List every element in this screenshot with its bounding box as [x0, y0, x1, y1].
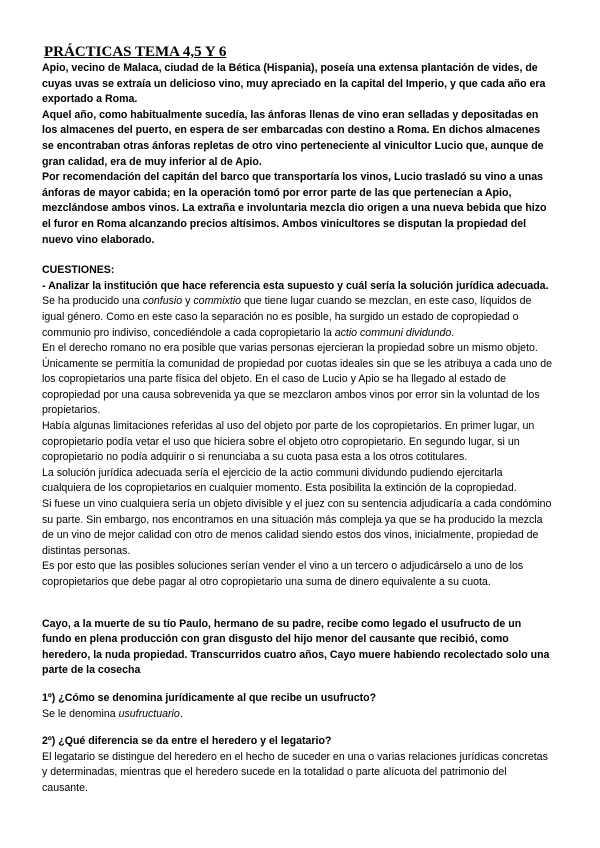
answer-text: Se le denomina — [42, 707, 119, 720]
answer-text: Se ha producido una — [42, 295, 143, 308]
case1-answer-intro — [42, 294, 552, 341]
term-usufructuario: usufructuario — [118, 707, 180, 720]
case1-paragraph-1: Apio, vecino de Malaca, ciudad de la Bética (Hispania), poseía una extensa plantación de vides, de cuyas uvas se extraía un delicioso vino, muy apreciado en la capital del Imperio, y que cada año era exportado a Roma. — [42, 62, 546, 106]
page-title: PRÁCTICAS TEMA 4,5 Y 6 — [44, 44, 227, 60]
case2-question-2: 2º) ¿Qué diferencia se da entre el heredero y el legatario? — [42, 735, 332, 748]
spacer — [42, 722, 552, 734]
answer-text: que tiene lugar cuando se mezclan, en este caso, líquidos de igual género. Como en este caso la separación no es posible, ha surgido un estado de copropiedad o communio pro indiviso, concediéndole a cada copropietario la — [42, 295, 532, 339]
answer-text: y — [182, 295, 194, 308]
case2-question-1: 1º) ¿Cómo se denomina jurídicamente al que recibe un usufructo? — [42, 691, 377, 704]
cuestiones-heading: CUESTIONES: — [42, 264, 115, 277]
case1-answer-paragraph: La solución jurídica adecuada sería el ejercicio de la actio communi dividundo pudiendo ejercitarla cualquiera de los copropietarios en cualquier momento. Esta posibilita la extinción de la copropiedad. — [42, 466, 517, 495]
case1-answer-paragraph: En el derecho romano no era posible que varias personas ejercieran la propiedad sobre un mismo objeto. Únicamente se permitía la comunidad de propiedad por cuotas ideales sin que se les atribuya a cada uno de los copropietarios una parte física del objeto. En el caso de Lucio y Apio se ha llegado al estado de copropiedad por una causa sobrevenida ya que se mezclaron ambos vinos por error sin la voluntad de los propietarios. — [42, 342, 552, 417]
term-actio-communi-dividundo: actio communi dividundo — [334, 326, 452, 339]
term-commixtio: commixtio — [193, 295, 242, 308]
answer-text: . — [179, 707, 183, 720]
case1-paragraph-2: Aquel año, como habitualmente sucedía, las ánforas llenas de vino eran selladas y depositadas en los almacenes del puerto, en espera de ser embarcadas con destino a Roma. En dichos almacenes se encontraban otras ánforas repletas de otro vino perteneciente al vinicultor Lucio que, aunque de gran calidad, era de muy inferior al de Apio. — [42, 108, 544, 168]
spacer — [42, 679, 552, 691]
case1-question: - Analizar la institución que hace referencia esta supuesto y cuál sería la solución jurídica adecuada. — [42, 279, 549, 292]
case1-answer-paragraph: Había algunas limitaciones referidas al uso del objeto por parte de los copropietarios. En primer lugar, un copropietario podía vetar el uso que hiciera sobre el objeto otro copropietario. En segundo lugar, si un copropietario no podía adquirir o si renunciaba a su cuota pasa esta a los otros cotitulares. — [42, 420, 535, 464]
case2-answer-1 — [42, 707, 552, 723]
answer-text: . — [451, 326, 455, 339]
case2-statement: Cayo, a la muerte de su tío Paulo, hermano de su padre, recibe como legado el usufructo de un fundo en plena producción con gran disgusto del hijo menor del causante que recibió, como heredero, la nuda propiedad. Transcurridos cuatro años, Cayo muere habiendo recolectado solo una parte de la cosecha — [42, 617, 550, 677]
case1-answer-paragraph: Si fuese un vino cualquiera sería un objeto divisible y el juez con su sentencia adjudicaría a cada condómino su parte. Sin embargo, nos encontramos en una situación más compleja ya que se ha producido la mezcla de un vino de mejor calidad con otro de menos calidad siendo estos dos vinos, inicialmente, propiedad de distintas personas. — [42, 498, 552, 557]
term-confusio: confusio — [142, 295, 183, 308]
spacer — [42, 248, 552, 263]
case1-answer-paragraph: Es por esto que las posibles soluciones serían vender el vino a un tercero o adjudicárselo a uno de los copropietarios que debe pagar al otro copropietario una suma de dinero equivalente a su cuota. — [42, 560, 524, 588]
case2-answer-2: El legatario se distingue del heredero en el hecho de suceder en una o varias relaciones jurídicas concretas y determinadas, mientras que el heredero sucede en la totalidad o parte alícuota del patrimonio del causante. — [42, 750, 548, 794]
spacer — [42, 591, 552, 617]
case1-paragraph-3: Por recomendación del capitán del barco que transportaría los vinos, Lucio trasladó su vino a unas ánforas de mayor cabida; en la operación tomó por error parte de las que pertenecían a Apio, mezclándose ambos vinos. La extraña e involuntaria mezcla dio origen a una nueva bebida que hizo el furor en Roma alcanzando precios altísimos. Ambos vinicultores se disputan la propiedad del nuevo vino elaborado. — [42, 171, 547, 246]
